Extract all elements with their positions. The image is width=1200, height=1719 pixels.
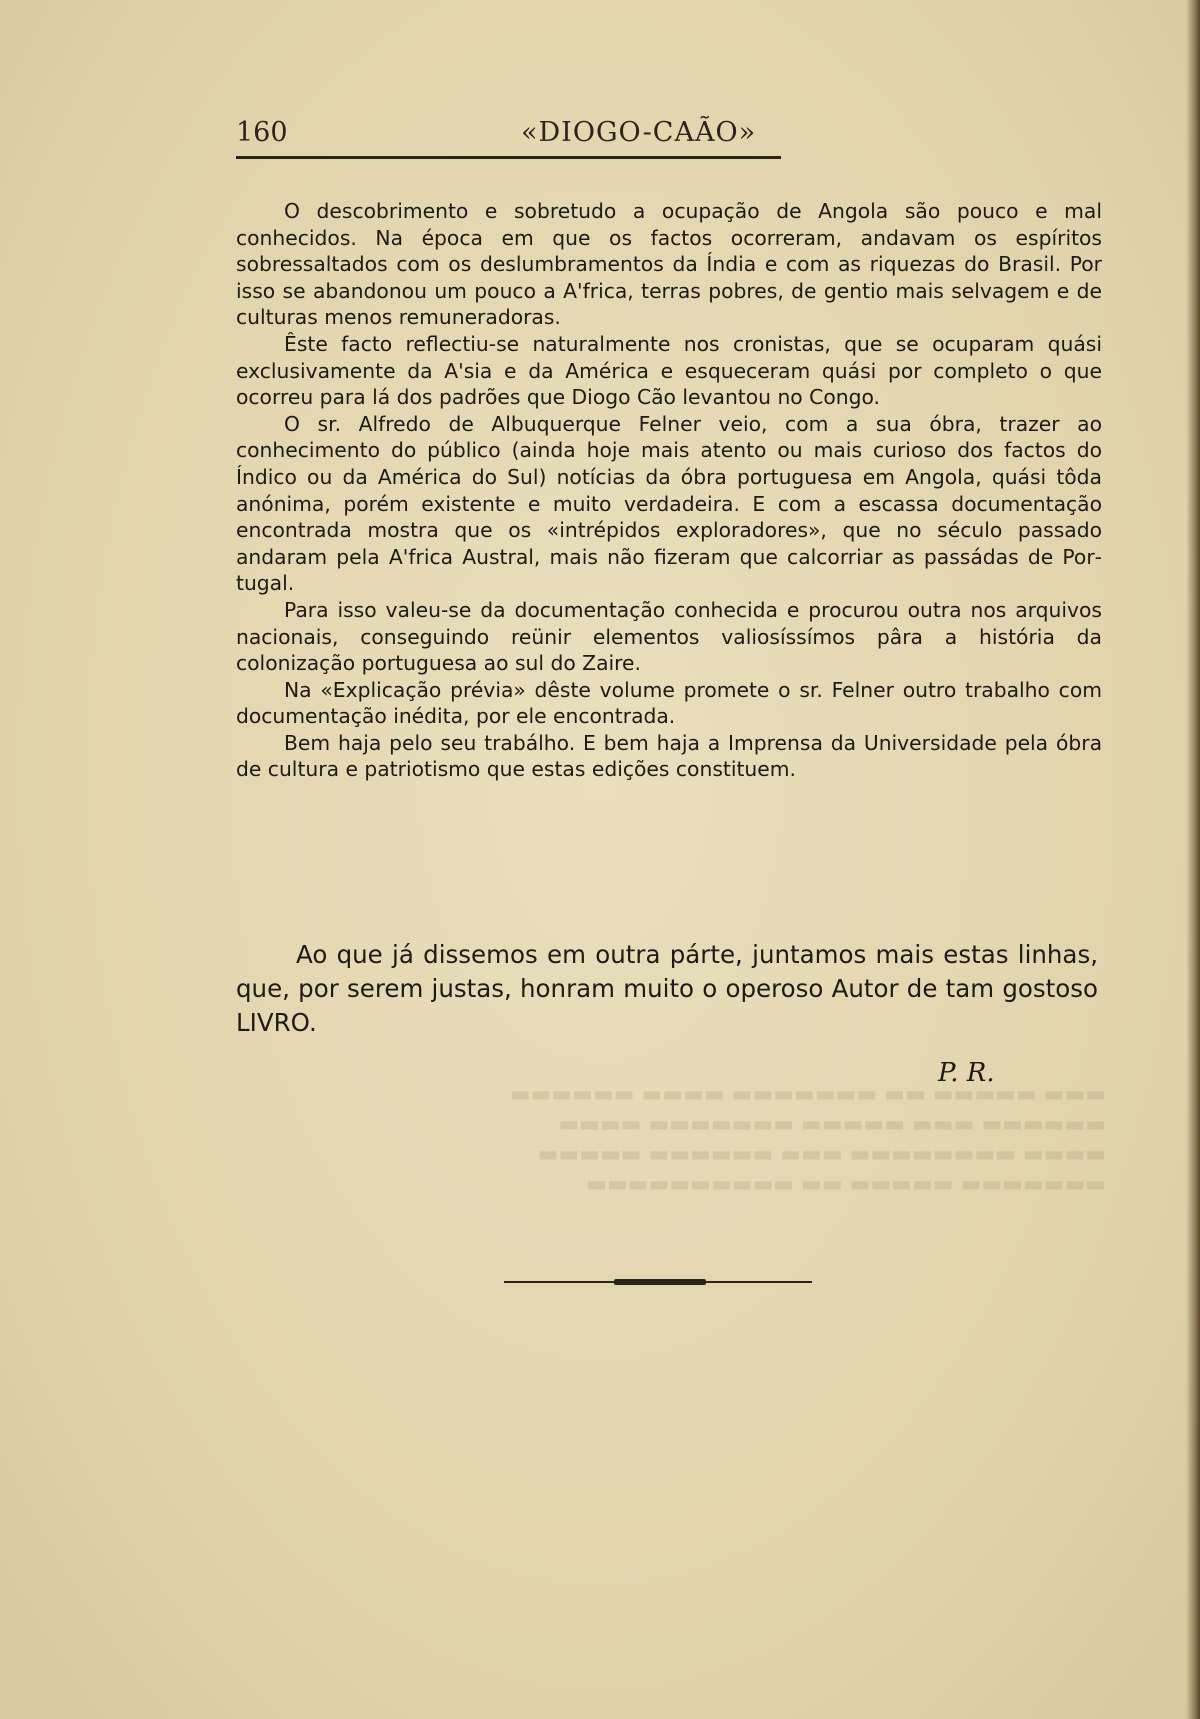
binding-edge-shadow xyxy=(1186,0,1200,1719)
note-text: Ao que já dissemos em outra párte, juntamos mais estas linhas, que, por serem justas, honram muito o operoso Autor de tam gostoso LIVRO. xyxy=(236,940,1098,1037)
page-number: 160 xyxy=(236,117,288,148)
paragraph-5: Na «Explicação prévia» dêste volume promete o sr. Felner outro trabalho com documentação inédita, por ele encontrada. xyxy=(236,677,1102,729)
page-header xyxy=(236,117,800,157)
signature-initials: P. R. xyxy=(938,1058,995,1088)
paragraph-1: O descobrimento e sobretudo a ocupação de Angola são pouco e mal conhecidos. Na época em que os factos ocorreram, andavam os espíritos sobressaltados com os deslumbramentos da Índia e com as riquezas do Brasil. Por isso se abandonou um pouco a A'frica, terras pobres, de gentio mais selvagem e de culturas menos remuneradoras. xyxy=(236,199,1102,330)
editorial-note xyxy=(236,938,1098,1040)
paragraph-6: Bem haja pelo seu trabálho. E bem haja a Imprensa da Universidade pela óbra de cultura e patriotismo que estas edições constituem. xyxy=(236,730,1102,782)
paragraph-2: Êste facto reflectiu-se naturalmente nos cronistas, que se ocuparam quási exclusivamente da A'sia e da América e esqueceram quási por completo o que ocorreu para lá dos padrões que Diogo Cão levantou no Congo. xyxy=(236,331,1102,410)
ornamental-rule xyxy=(504,1279,812,1285)
ornament-center-bar xyxy=(614,1279,706,1285)
bleed-through-texture: ▬▬▬ ▬▬▬▬▬ ▬▬ ▬▬▬▬▬▬▬ ▬▬▬▬ ▬▬▬▬▬▬ ▬▬▬▬▬▬ ▬▬▬ ▬▬▬▬▬ ▬▬▬▬▬▬▬ ▬▬▬▬ ▬▬▬▬ ▬▬▬▬▬▬▬▬ ▬▬▬ ▬▬▬▬▬▬ ▬▬▬▬▬ ▬▬▬▬▬▬▬ ▬▬▬▬▬ ▬▬ ▬▬▬▬▬▬▬▬▬▬ xyxy=(509,1082,1106,1197)
header-rule xyxy=(236,156,781,159)
paragraph-4: Para isso valeu-se da documentação conhecida e procurou outra nos arquivos nacionais, conseguindo reünir elementos valiosíssímos pâra a história da colonização portuguesa ao sul do Zaire. xyxy=(236,597,1102,676)
article-body xyxy=(236,198,1102,783)
paragraph-3: O sr. Alfredo de Albuquerque Felner veio, com a sua óbra, trazer ao conhecimento do público (ainda hoje mais atento ou mais curioso dos factos do Índico ou da América do Sul) notícias da óbra portuguesa em Angola, quási tôda anónima, porém existente e muito verdadeira. E com a escassa documentação encontrada mostra que os «intrépidos exploradores», que no século passado andaram pela A'frica Austral, mais não fizeram que calcorriar as passádas de Portugal. xyxy=(236,411,1102,596)
running-title: «DIOGO-CAÃO» xyxy=(521,117,757,148)
